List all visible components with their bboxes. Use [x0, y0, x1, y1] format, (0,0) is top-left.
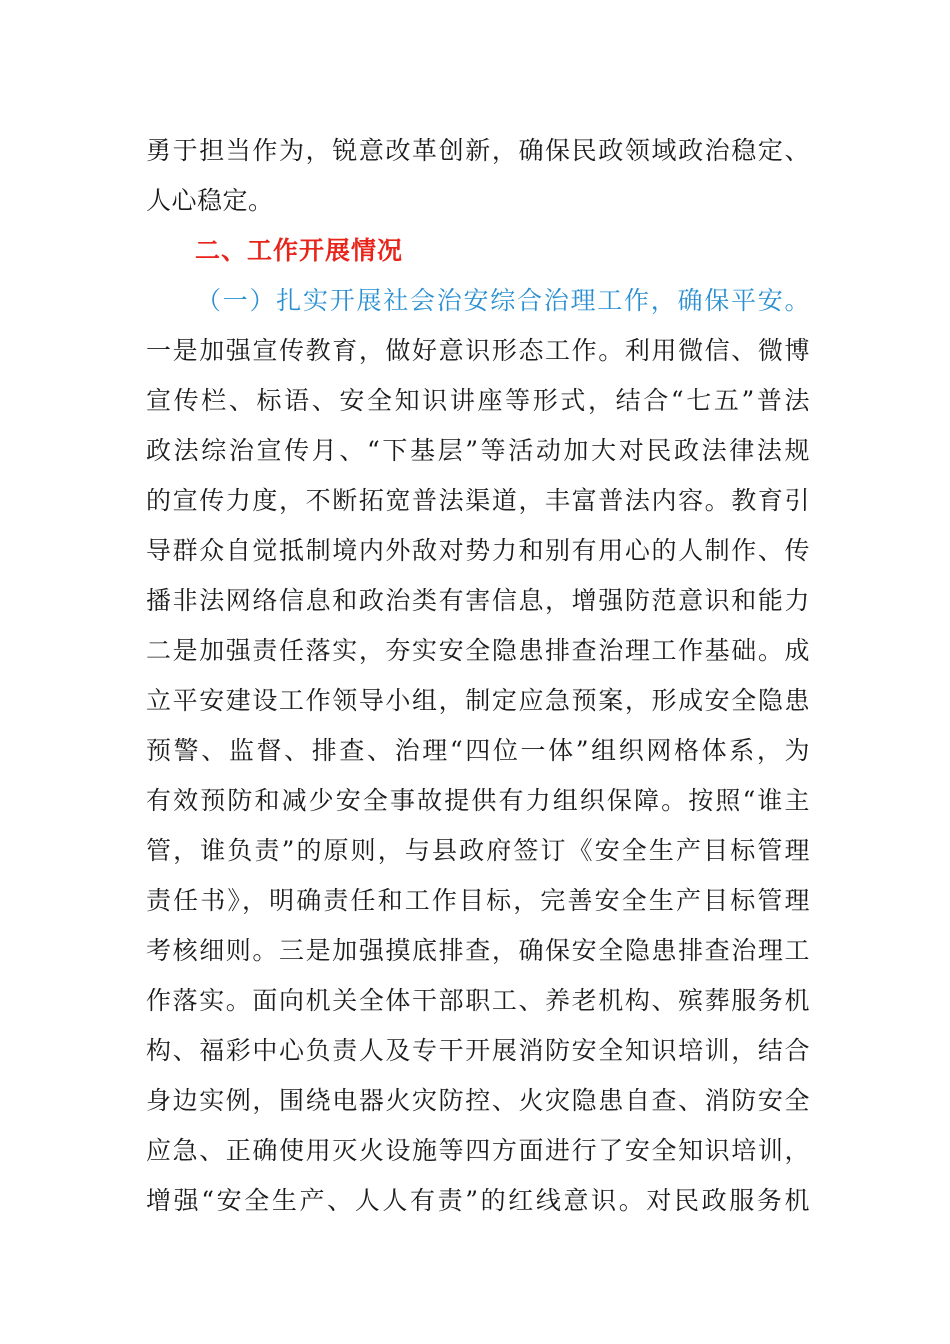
body-line: 责任书》，明确责任和工作目标，完善安全生产目标管理: [146, 886, 810, 915]
body-line: 的宣传力度，不断拓宽普法渠道，丰富普法内容。教育引: [146, 486, 810, 515]
body-line: 立平安建设工作领导小组，制定应急预案，形成安全隐患: [146, 686, 810, 715]
body-line: 播非法网络信息和政治类有害信息，增强防范意识和能力: [146, 586, 810, 615]
body-line: 导群众自觉抵制境内外敌对势力和别有用心的人制作、传: [146, 536, 810, 565]
body-line: 身边实例，围绕电器火灾防控、火灾隐患自查、消防安全: [146, 1086, 810, 1115]
body-line: 有效预防和减少安全事故提供有力组织保障。按照“谁主: [146, 786, 810, 815]
section-heading: 二、工作开展情况: [195, 236, 404, 265]
body-line: 政法综治宣传月、“下基层”等活动加大对民政法律法规: [146, 436, 810, 465]
body-line: 一是加强宣传教育，做好意识形态工作。利用微信、微博: [146, 336, 810, 365]
intro-line-2: 人心稳定。: [146, 186, 274, 215]
body-line: 作落实。面向机关全体干部职工、养老机构、殡葬服务机: [146, 986, 810, 1015]
subsection-heading: （一）扎实开展社会治安综合治理工作，确保平安。: [196, 286, 810, 315]
body-line: 增强“安全生产、人人有责”的红线意识。对民政服务机: [146, 1186, 810, 1215]
body-line: 预警、监督、排查、治理“四位一体”组织网格体系，为: [146, 736, 810, 765]
body-line: 宣传栏、标语、安全知识讲座等形式，结合“七五”普法: [146, 386, 810, 415]
body-line: 考核细则。三是加强摸底排查，确保安全隐患排查治理工: [146, 936, 810, 965]
body-line: 管，谁负责”的原则，与县政府签订《安全生产目标管理: [146, 836, 810, 865]
body-line: 构、福彩中心负责人及专干开展消防安全知识培训，结合: [146, 1036, 810, 1065]
intro-line-1: 勇于担当作为，锐意改革创新，确保民政领域政治稳定、: [146, 136, 810, 165]
body-line: 应急、正确使用灭火设施等四方面进行了安全知识培训，: [146, 1136, 810, 1165]
body-line: 二是加强责任落实，夯实安全隐患排查治理工作基础。成: [146, 636, 810, 665]
